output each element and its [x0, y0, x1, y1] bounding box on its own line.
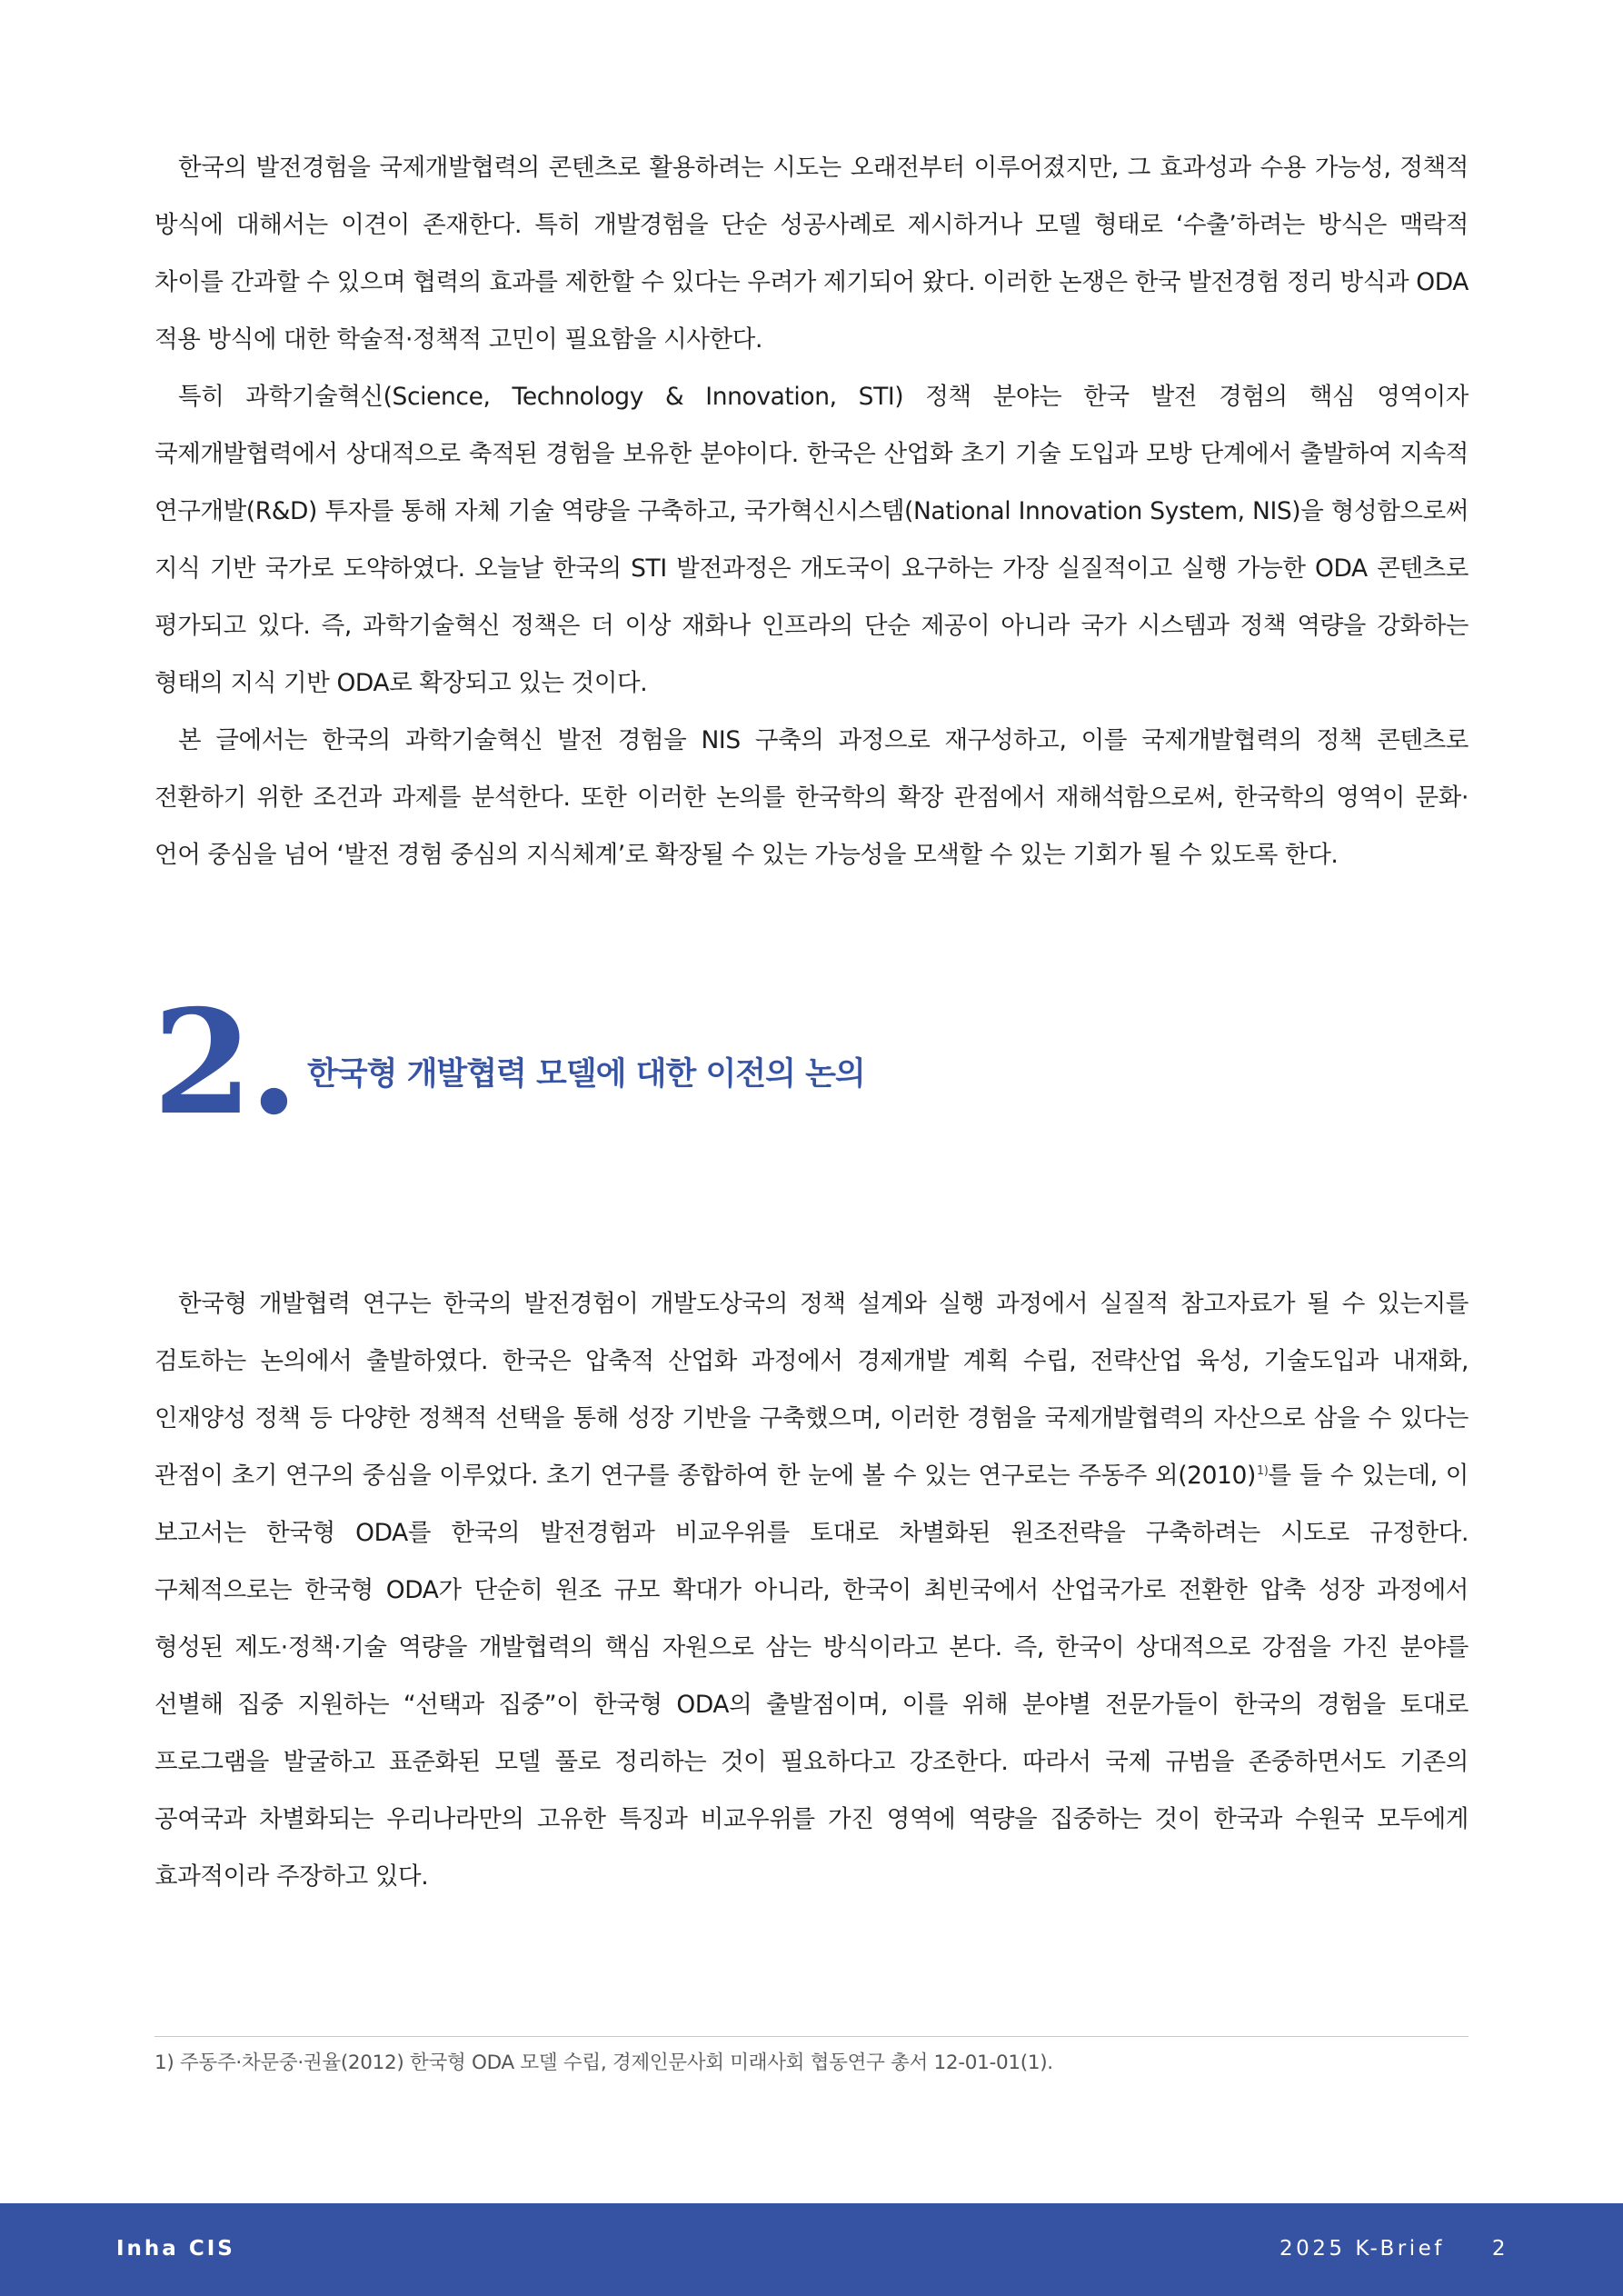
section-title: 한국형 개발협력 모델에 대한 이전의 논의	[307, 1056, 865, 1093]
intro-section	[154, 139, 1469, 883]
intro-paragraph-3: 본 글에서는 한국의 과학기술혁신 발전 경험을 NIS 구축의 과정으로 재구성하고, 이를 국제개발협력의 정책 콘텐츠로 전환하기 위한 조건과 과제를 분석한다. 또한 이러한 논의를 한국학의 확장 관점에서 재해석함으로써, 한국학의 영역이 문화·언어 중심을 넘어 ‘발전 경험 중심의 지식체계’로 확장될 수 있는 가능성을 모색할 수 있는 기회가 될 수 있도록 한다.	[154, 726, 1469, 869]
intro-paragraph-2: 특히 과학기술혁신(Science, Technology & Innovation, STI) 정책 분야는 한국 발전 경험의 핵심 영역이자 국제개발협력에서 상대적으로 축적된 경험을 보유한 분야이다. 한국은 산업화 초기 기술 도입과 모방 단계에서 출발하여 지속적 연구개발(R&D) 투자를 통해 자체 기술 역량을 구축하고, 국가혁신시스템(National Innovation System, NIS)을 형성함으로써 지식 기반 국가로 도약하였다. 오늘날 한국의 STI 발전과정은 개도국이 요구하는 가장 실질적이고 실행 가능한 ODA 콘텐츠로 평가되고 있다. 즉, 과학기술혁신 정책은 더 이상 재화나 인프라의 단순 제공이 아니라 국가 시스템과 정책 역량을 강화하는 형태의 지식 기반 ODA로 확장되고 있는 것이다.	[154, 383, 1469, 697]
section-heading	[153, 979, 1470, 1147]
footnote-text: 1) 주동주·차문중·권율(2012) 한국형 ODA 모델 수립, 경제인문사회 미래사회 협동연구 총서 12-01-01(1).	[154, 2051, 1053, 2074]
intro-paragraph-1: 한국의 발전경험을 국제개발협력의 콘텐츠로 활용하려는 시도는 오래전부터 이루어졌지만, 그 효과성과 수용 가능성, 정책적 방식에 대해서는 이견이 존재한다. 특히 개발경험을 단순 성공사례로 제시하거나 모델 형태로 ‘수출’하려는 방식은 맥락적 차이를 간과할 수 있으며 협력의 효과를 제한할 수 있다는 우려가 제기되어 왔다. 이러한 논쟁은 한국 발전경험 정리 방식과 ODA 적용 방식에 대한 학술적·정책적 고민이 필요함을 시사한다.	[154, 154, 1469, 354]
footnote-divider	[154, 2036, 1469, 2037]
section2-paragraph-part1: 한국형 개발협력 연구는 한국의 발전경험이 개발도상국의 정책 설계와 실행 과정에서 실질적 참고자료가 될 수 있는지를 검토하는 논의에서 출발하였다. 한국은 압축적 산업화 과정에서 경제개발 계획 수립, 전략산업 육성, 기술도입과 내재화, 인재양성 정책 등 다양한 정책적 선택을 통해 성장 기반을 구축했으며, 이러한 경험을 국제개발협력의 자산으로 삼을 수 있다는 관점이 초기 연구의 중심을 이루었다. 초기 연구를 종합하여 한 눈에 볼 수 있는 연구로는 주동주 외(2010)	[154, 1290, 1469, 1490]
footer-series-title: 2025 K-Brief	[1279, 2237, 1445, 2261]
section2-paragraph	[154, 1275, 1469, 1905]
footnote-reference[interactable]: 1)	[1256, 1464, 1269, 1479]
section2-body	[154, 1275, 1469, 1905]
section2-paragraph-part2: 를 들 수 있는데, 이 보고서는 한국형 ODA를 한국의 발전경험과 비교우위를 토대로 차별화된 원조전략을 구축하려는 시도로 규정한다. 구체적으로는 한국형 ODA가 단순히 원조 규모 확대가 아니라, 한국이 최빈국에서 산업국가로 전환한 압축 성장 과정에서 형성된 제도·정책·기술 역량을 개발협력의 핵심 자원으로 삼는 방식이라고 본다. 즉, 한국이 상대적으로 강점을 가진 분야를 선별해 집중 지원하는 “선택과 집중”이 한국형 ODA의 출발점이며, 이를 위해 분야별 전문가들이 한국의 경험을 토대로 프로그램을 발굴하고 표준화된 모델 풀로 정리하는 것이 필요하다고 강조한다. 따라서 국제 규범을 존중하면서도 기존의 공여국과 차별화되는 우리나라만의 고유한 특징과 비교우위를 가진 영역에 역량을 집중하는 것이 한국과 수원국 모두에게 효과적이라 주장하고 있다.	[154, 1462, 1469, 1891]
section-number: 2.	[153, 979, 295, 1147]
footer-series	[1279, 2234, 1508, 2263]
footer-bar	[0, 2203, 1623, 2296]
footer-page-number: 2	[1491, 2237, 1508, 2261]
footer-publisher: Inha CIS	[116, 2237, 235, 2261]
